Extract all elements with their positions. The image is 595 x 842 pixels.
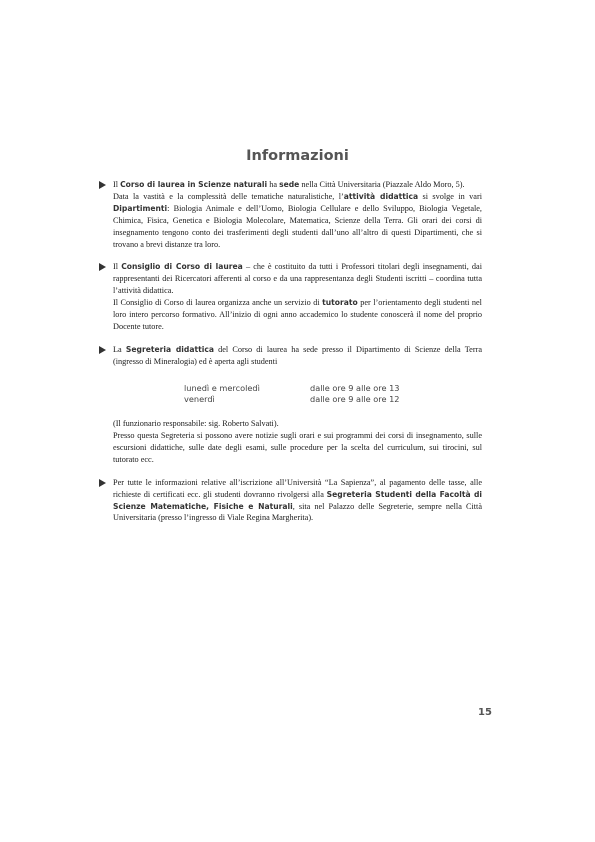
text: Per tutte le informazioni relative all’iscrizione all’Università “La Sapienza”, al pagamento delle tasse, alle richieste di certificati ecc. gli studenti dovranno rivolgersi alla	[113, 477, 482, 499]
hours-row	[184, 394, 482, 406]
text: per l’orientamento degli studenti nel loro intero percorso formativo. All’inizio di ogni anno accademico lo studente conoscerà il nome del proprio Docente tutore.	[113, 298, 482, 331]
text: Data la vastità e la complessità delle tematiche naturalistiche, l’	[113, 191, 344, 201]
text: Il Consiglio di Corso di laurea organizza anche un servizio di	[113, 298, 323, 308]
info-item-segreteria-studenti	[98, 477, 482, 525]
text: La	[113, 344, 126, 354]
triangle-bullet-icon	[99, 479, 106, 487]
text: nella Città Universitaria (Piazzale Aldo Moro, 5).	[299, 180, 465, 189]
hours-time: dalle ore 9 alle ore 13	[310, 382, 400, 393]
highlight-dipartimenti: Dipartimenti	[113, 203, 168, 213]
highlight-tutorato: tutorato	[322, 298, 358, 308]
opening-hours	[184, 383, 482, 406]
triangle-bullet-icon	[99, 346, 106, 354]
info-content	[98, 179, 482, 524]
paragraph	[113, 179, 482, 250]
paragraph	[113, 344, 482, 368]
highlight-course-name: Corso di laurea in Scienze naturali	[120, 180, 268, 189]
highlight-attivita-didattica: attività didattica	[343, 191, 419, 201]
hours-days: venerdì	[184, 394, 215, 405]
text: Il	[113, 180, 121, 189]
text: : Biologia Animale e dell’Uomo, Biologia Cellulare e dello Sviluppo, Biologia Vegetale, Chimica, Fisica, Genetica e Biologia Molecolare, Matematica, Scienze della Terra. Gli orari dei corsi di insegnamento tengono conto dei trasferimenti degli studenti dall’uno all’altro di questi Dipartimenti, che si trovano a brevi distanze tra loro.	[113, 203, 482, 249]
text: si svolge in vari	[418, 191, 482, 201]
highlight-segreteria-didattica: Segreteria didattica	[125, 344, 214, 354]
paragraph	[113, 261, 482, 297]
page-title: Informazioni	[246, 148, 349, 164]
highlight-sede: sede	[279, 180, 300, 189]
info-item-segreteria-didattica	[98, 344, 482, 466]
highlight-consiglio: Consiglio di Corso di laurea	[121, 262, 243, 272]
highlight-segreteria-studenti: Segreteria Studenti della Facoltà di Scienze Matematiche, Fisiche e Naturali	[113, 489, 482, 511]
text: (Il funzionario responsabile: sig. Roberto Salvati).	[113, 419, 279, 429]
text: Presso questa Segreteria si possono avere notizie sugli orari e sui programmi dei corsi di insegnamento, sulle escursioni didattiche, sulle date degli esami, sulle procedure per la scelta del curriculum, sui tirocini, sul tutorato ecc.	[113, 431, 482, 464]
paragraph	[113, 297, 482, 333]
info-item-corso-di-laurea	[98, 179, 482, 250]
text: Il	[113, 262, 122, 272]
triangle-bullet-icon	[99, 263, 106, 271]
triangle-bullet-icon	[99, 181, 106, 189]
text: – che è costituito da tutti i Professori titolari degli insegnamenti, dai rappresentanti dei Ricercatori afferenti al corso e da una rappresentanza degli Studenti iscritti – coordina tutta l’attività didattica.	[113, 262, 482, 296]
text: ha	[267, 180, 280, 189]
hours-days: lunedì e mercoledì	[184, 382, 260, 393]
info-item-consiglio	[98, 261, 482, 332]
hours-time: dalle ore 9 alle ore 12	[310, 394, 400, 405]
text: del Corso di laurea ha sede presso il Dipartimento di Scienze della Terra (ingresso di Mineralogia) ed è aperta agli studenti	[113, 344, 482, 366]
hours-row	[184, 383, 482, 395]
page-number: 15	[478, 707, 492, 718]
paragraph	[113, 418, 482, 466]
paragraph	[113, 477, 482, 525]
text: , sita nel Palazzo delle Segreterie, sempre nella Città Universitaria (presso l’ingresso di Viale Regina Margherita).	[113, 501, 482, 523]
